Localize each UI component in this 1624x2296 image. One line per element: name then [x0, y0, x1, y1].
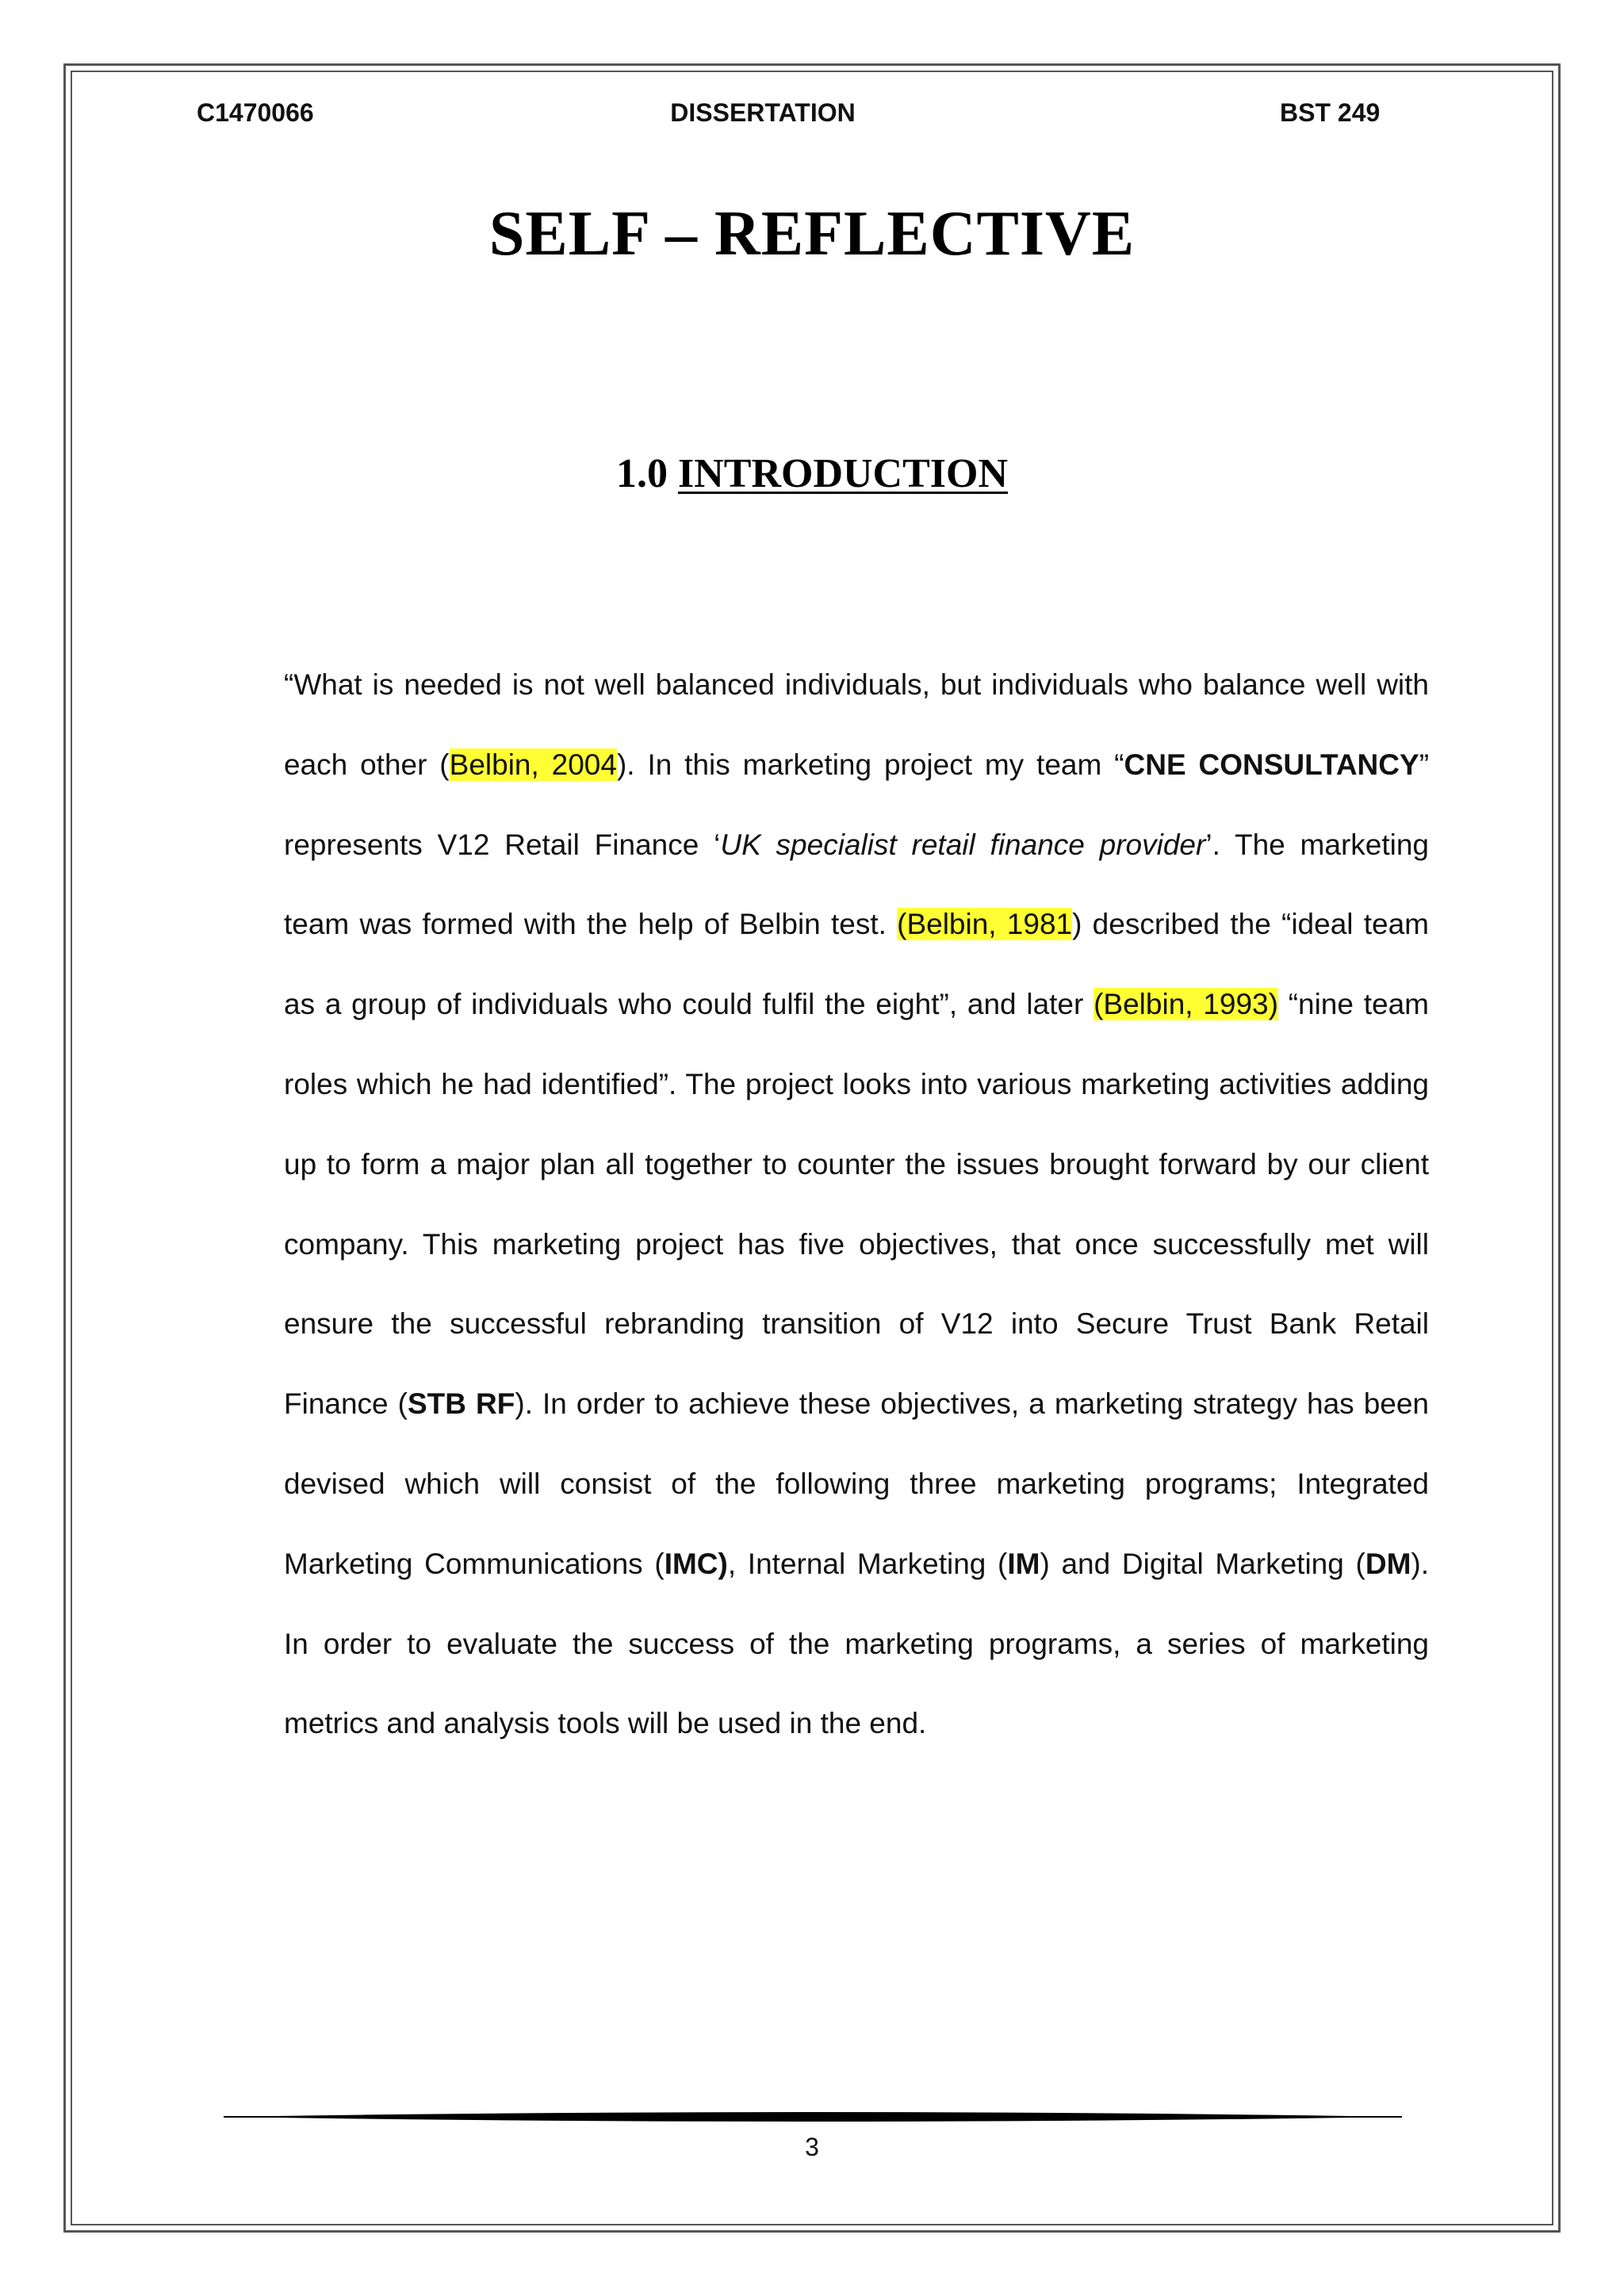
header-document-type: DISSERTATION — [670, 98, 856, 127]
italic-client-description: UK specialist retail finance provider — [720, 828, 1206, 861]
text-run: ). In order to evaluate the success of the marketing programs, a series of marketing metrics and analysis tools will be used in the end. — [284, 1547, 1429, 1740]
section-title: INTRODUCTION — [677, 451, 1009, 496]
page-title: SELF – REFLECTIVE — [488, 199, 1136, 269]
citation-highlight: (Belbin, 1981 — [897, 908, 1073, 941]
header-student-id: C1470066 — [197, 98, 314, 127]
section-number: 1.0 — [615, 451, 668, 496]
page-number: 3 — [805, 2133, 819, 2161]
header-module-code: BST 249 — [1280, 98, 1381, 127]
text-run: ) described the “ideal team as a group of individuals who could fulfil the eight”, and later — [284, 908, 1429, 1021]
text-run: ’. The marketing team was formed with the help of Belbin test. — [284, 828, 1430, 941]
bold-acronym: DM — [1365, 1547, 1411, 1580]
section-heading — [0, 450, 1624, 497]
footer-divider — [224, 2109, 1402, 2125]
text-run: “nine team roles which he had identified”. The project looks into various marketing activities adding up to form a major plan all together to counter the issues brought forward by our client company. This marketing project has five objectives, that once successfully met will ensure the successful rebranding transition of V12 into Secure Trust Bank Retail Finance ( — [284, 988, 1429, 1421]
text-run: ). In order to achieve these objectives, a marketing strategy has been devised which will consist of the following three marketing programs; Integrated Marketing Communications ( — [284, 1387, 1430, 1580]
introduction-paragraph — [284, 645, 1429, 1764]
bold-acronym: STB RF — [408, 1387, 515, 1421]
bold-acronym: IM — [1007, 1547, 1040, 1580]
text-run: ). In this marketing project my team “ — [616, 748, 1124, 781]
bold-team-name: CNE CONSULTANCY — [1124, 748, 1419, 781]
citation-highlight: Belbin, 2004 — [449, 748, 617, 781]
bold-acronym: IMC) — [664, 1547, 728, 1580]
text-run: ” represents V12 Retail Finance ‘ — [284, 748, 1430, 861]
text-run: “What is needed is not well balanced individuals, but individuals who balance well with each other ( — [284, 668, 1429, 781]
citation-highlight: (Belbin, 1993) — [1094, 988, 1278, 1021]
text-run: , Internal Marketing ( — [727, 1547, 1008, 1580]
text-run: ) and Digital Marketing ( — [1040, 1547, 1365, 1580]
